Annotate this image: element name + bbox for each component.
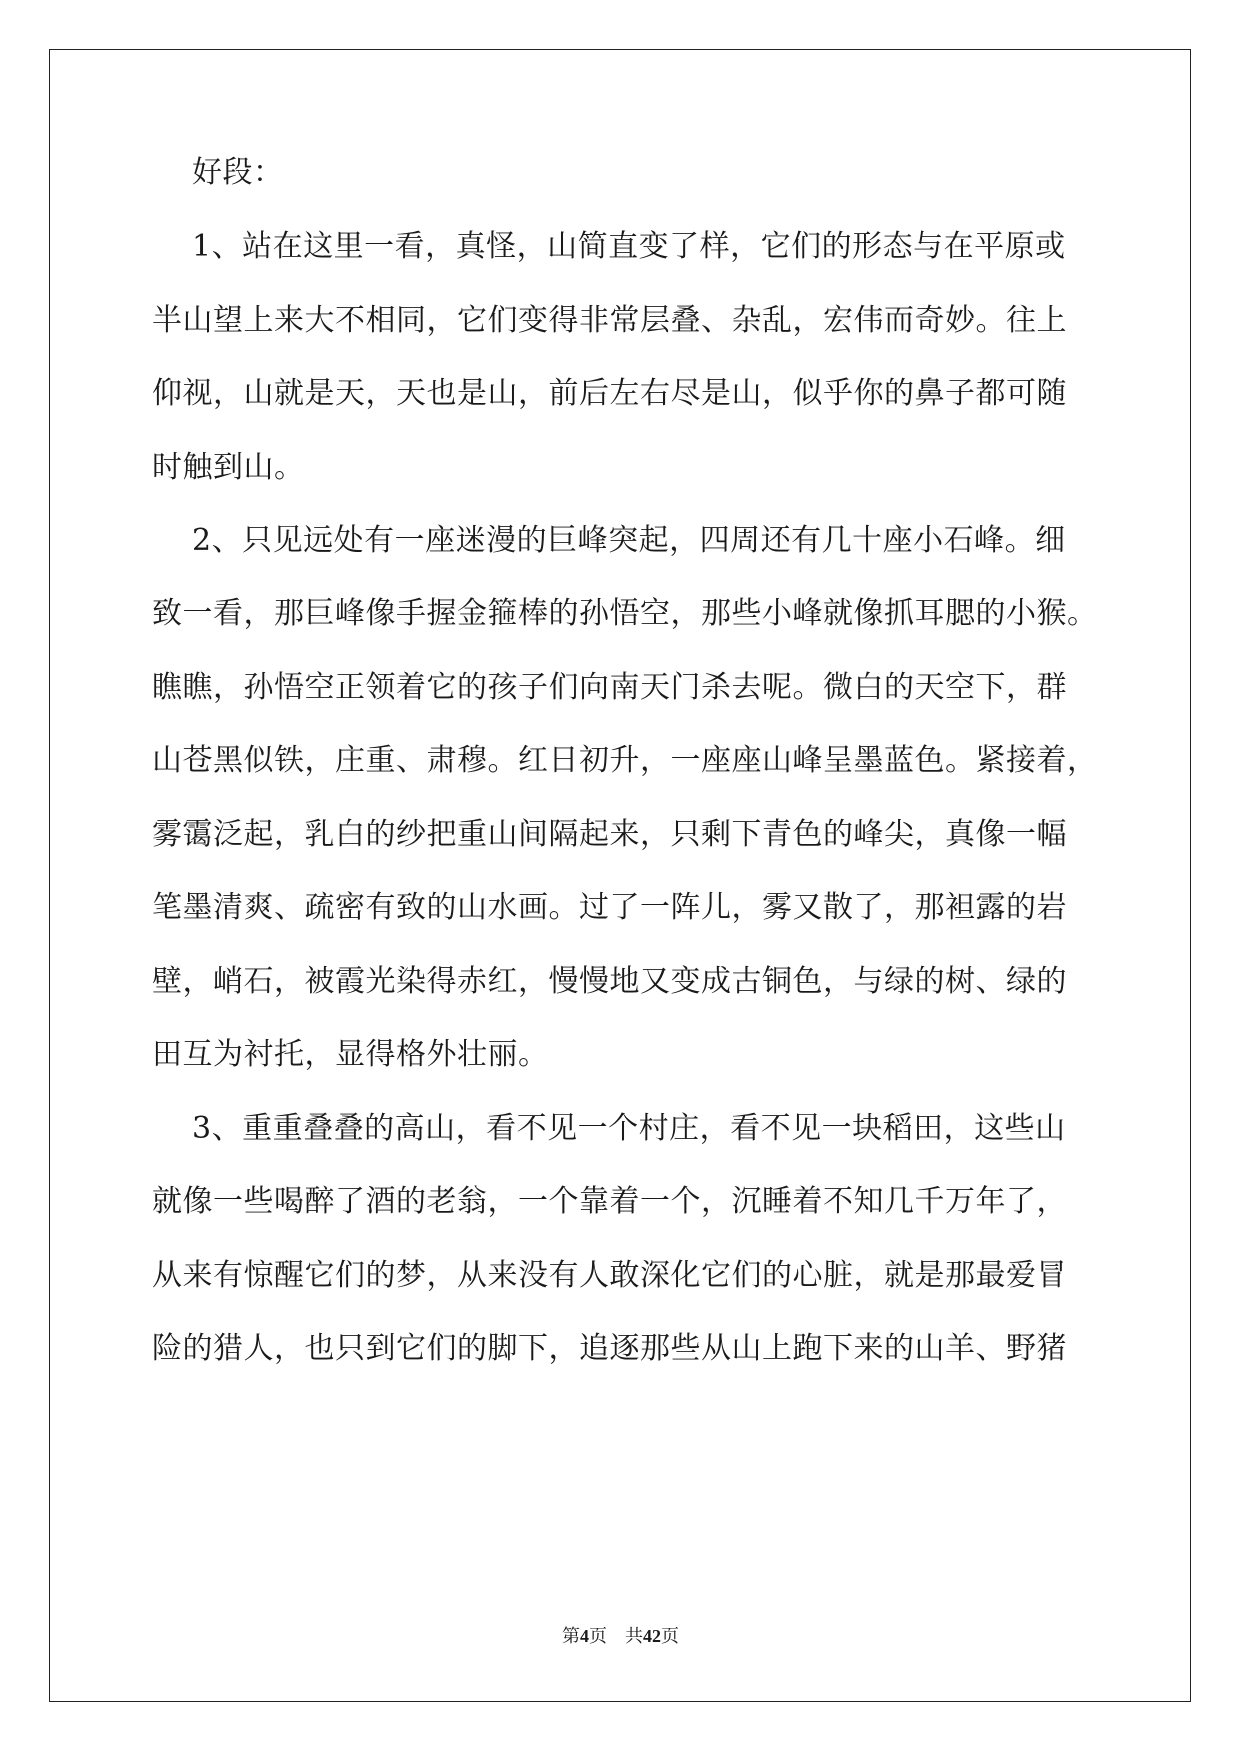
page-number: 4 xyxy=(580,1626,589,1646)
page-prefix: 第 xyxy=(562,1626,580,1646)
paragraph-2-line-6: 笔墨清爽、疏密有致的山水画。过了一阵儿，雾又散了，那袒露的岩 xyxy=(152,890,1067,925)
page-border xyxy=(49,49,1191,1702)
heading-good-paragraphs: 好段： xyxy=(192,155,284,190)
page-suffix: 页 xyxy=(589,1626,607,1646)
paragraph-2-line-2: 致一看，那巨峰像手握金箍棒的孙悟空，那些小峰就像抓耳腮的小猴。 xyxy=(152,596,1098,631)
total-prefix: 共 xyxy=(625,1626,643,1646)
paragraph-1-line-3: 仰视，山就是天，天也是山，前后左右尽是山，似乎你的鼻子都可随 xyxy=(152,376,1067,411)
paragraph-1-line-1: 1、站在这里一看，真怪，山简直变了样，它们的形态与在平原或 xyxy=(192,229,1066,264)
paragraph-2-line-3: 瞧瞧，孙悟空正领着它的孩子们向南天门杀去呢。微白的天空下，群 xyxy=(152,670,1067,705)
paragraph-2-line-1: 2、只见远处有一座迷漫的巨峰突起，四周还有几十座小石峰。细 xyxy=(192,523,1066,558)
page-footer xyxy=(0,1622,1241,1648)
paragraph-3-line-1: 3、重重叠叠的高山，看不见一个村庄，看不见一块稻田，这些山 xyxy=(192,1111,1066,1146)
paragraph-2-line-5: 雾霭泛起，乳白的纱把重山间隔起来，只剩下青色的峰尖，真像一幅 xyxy=(152,817,1067,852)
total-suffix: 页 xyxy=(661,1626,679,1646)
paragraph-2-line-7: 壁，峭石，被霞光染得赤红，慢慢地又变成古铜色，与绿的树、绿的 xyxy=(152,964,1067,999)
paragraph-1-line-2: 半山望上来大不相同，它们变得非常层叠、杂乱，宏伟而奇妙。往上 xyxy=(152,303,1067,338)
paragraph-2-line-8: 田互为衬托，显得格外壮丽。 xyxy=(152,1037,549,1072)
paragraph-1-line-4: 时触到山。 xyxy=(152,450,305,485)
paragraph-3-line-4: 险的猎人，也只到它们的脚下，追逐那些从山上跑下来的山羊、野猪 xyxy=(152,1331,1067,1366)
total-pages: 42 xyxy=(643,1626,661,1646)
paragraph-3-line-3: 从来有惊醒它们的梦，从来没有人敢深化它们的心脏，就是那最爱冒 xyxy=(152,1258,1067,1293)
paragraph-3-line-2: 就像一些喝醉了酒的老翁，一个靠着一个，沉睡着不知几千万年了， xyxy=(152,1184,1067,1219)
paragraph-2-line-4: 山苍黑似铁，庄重、肃穆。红日初升，一座座山峰呈墨蓝色。紧接着， xyxy=(152,743,1098,778)
